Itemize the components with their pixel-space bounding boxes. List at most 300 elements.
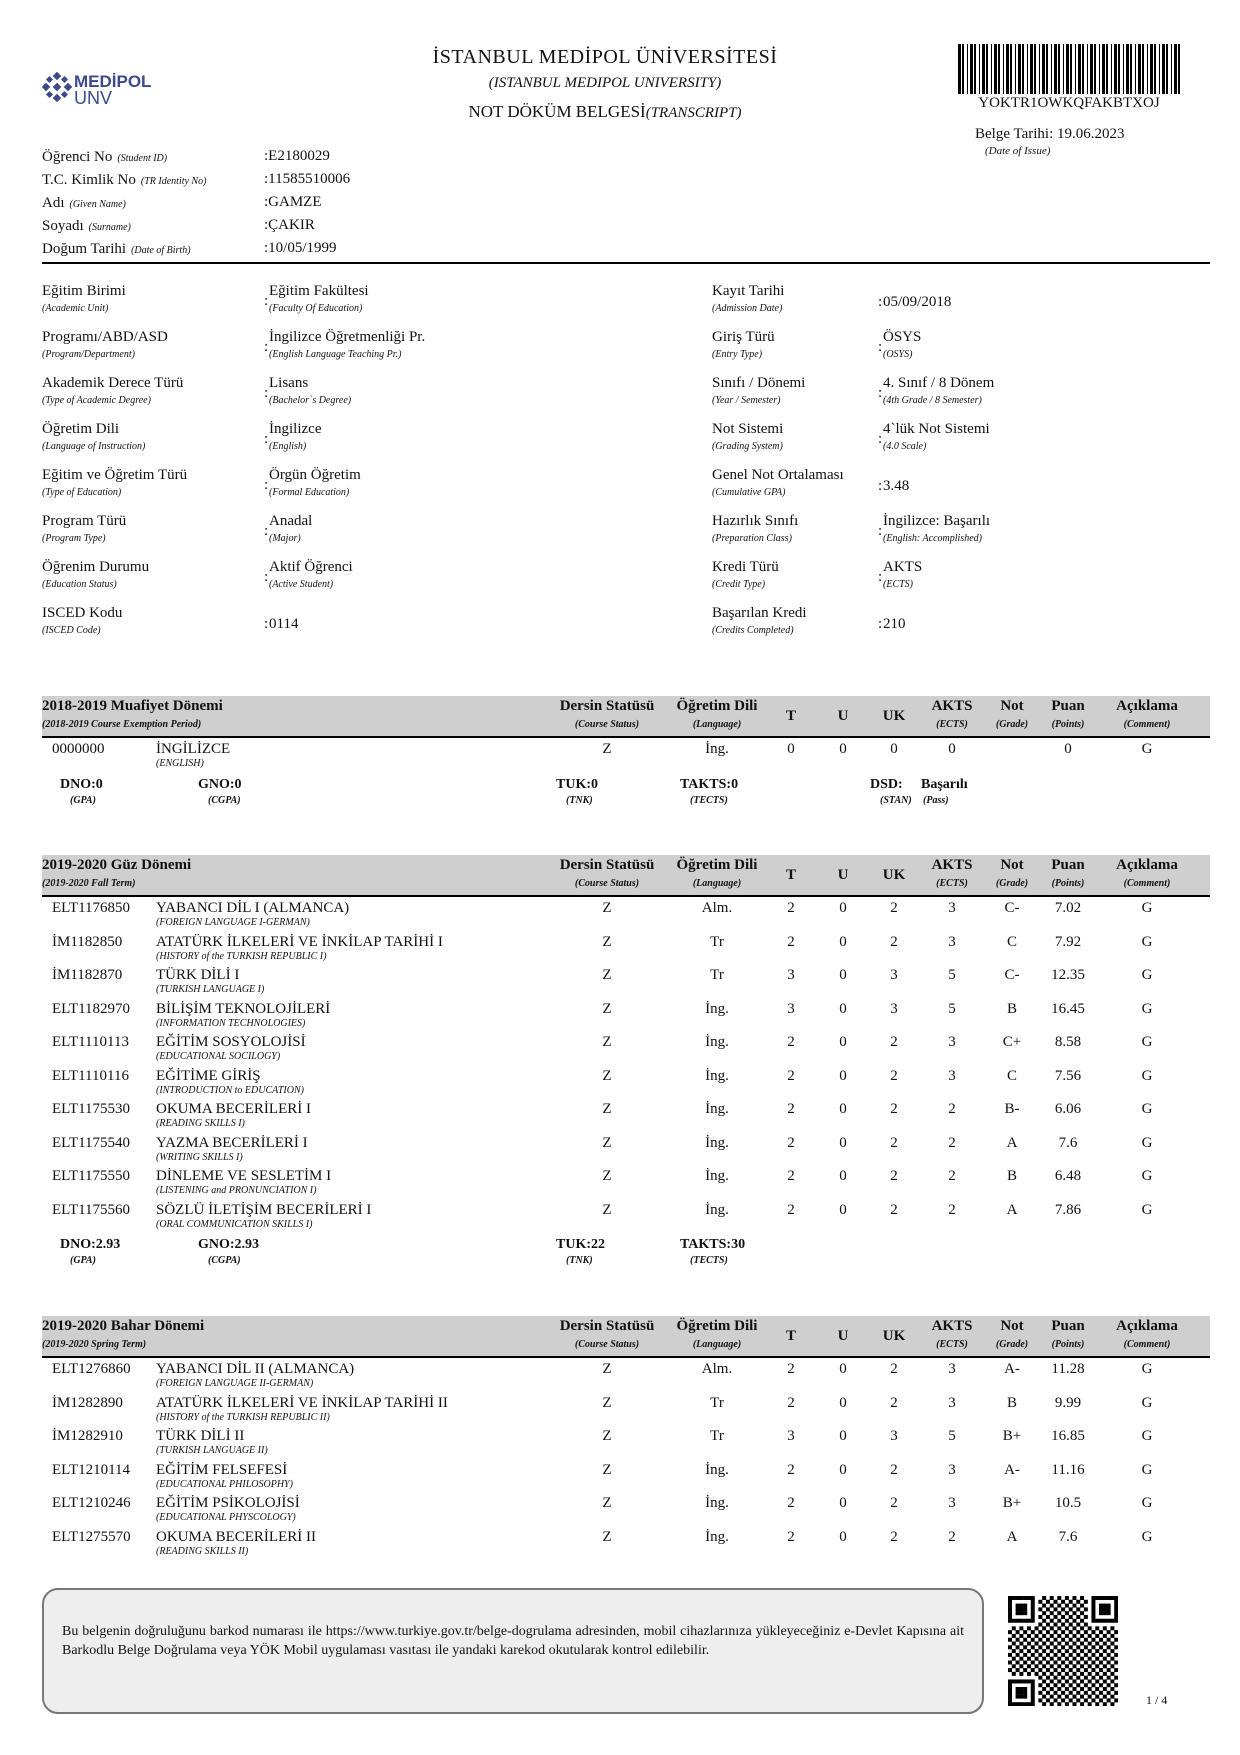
colon: : [878,478,883,494]
student-field-label-en: (TR Identity No) [140,176,207,187]
column-header-en: (ECTS) [936,719,968,730]
course-uk: 2 [890,1101,898,1117]
course-grade: A [1006,1134,1018,1151]
column-header-en: (Language) [692,878,742,889]
course-akts: 2 [948,1528,956,1545]
course-t: 3 [787,967,795,983]
column-header-en: (ECTS) [936,878,968,889]
course-code: ELT1110116 [52,1067,129,1084]
column-header-en: (Points) [1051,1339,1085,1350]
course-status: Z [602,967,612,983]
column-header: Not [1000,1318,1024,1334]
course-status: Z [602,933,612,950]
column-header-en: (Comment) [1123,878,1171,889]
course-points: 7.6 [1058,1134,1078,1151]
info-value: AKTS [883,559,923,575]
course-t: 2 [787,900,795,916]
column-header-en: (Course Status) [574,878,640,889]
course-comment: G [1141,1428,1153,1444]
course-akts: 3 [948,1495,956,1511]
course-name-en: (HISTORY of the TURKISH REPUBLIC II) [156,1411,330,1423]
info-label-en: (Year / Semester) [712,395,781,406]
info-label: Başarılan Kredi [712,605,807,621]
course-comment: G [1141,1361,1153,1377]
course-grade: A [1006,1528,1018,1545]
student-field-value [264,194,322,211]
course-akts: 3 [948,1361,956,1377]
info-label: Öğretim Dili [42,421,120,437]
course-grade: C- [1004,900,1020,916]
course-akts: 3 [948,900,956,916]
course-status: Z [602,1394,612,1411]
info-value-en: (English) [269,441,307,452]
course-status: Z [602,741,612,757]
course-akts: 3 [948,1067,956,1084]
course-comment: G [1141,741,1153,757]
info-label: Akademik Derece Türü [42,375,184,391]
info-value: İngilizce [269,421,322,437]
info-value: Örgün Öğretim [269,467,361,483]
course-grade: B- [1004,1101,1020,1117]
student-field-label-tr: Öğrenci No [42,149,113,165]
column-header: T [785,1328,797,1344]
column-header: Öğretim Dili [676,857,758,873]
course-uk: 2 [890,1528,898,1545]
course-name-en: (READING SKILLS I) [156,1118,245,1129]
course-status: Z [602,1067,612,1084]
course-lang: Alm. [701,1361,733,1377]
summary-label: (TECTS) [690,794,728,806]
course-lang: İng. [705,1495,729,1511]
info-label: Not Sistemi [712,421,784,437]
course-u: 0 [839,1495,847,1511]
course-name-en: (EDUCATIONAL PHYSCOLOGY) [156,1512,296,1523]
student-field-value-text: 10/05/1999 [268,240,337,256]
course-status: Z [602,1168,612,1184]
course-t: 2 [787,1495,795,1511]
column-header: Dersin Statüsü [559,698,655,714]
course-u: 0 [839,1528,847,1545]
course-name: OKUMA BECERİLERİ II [156,1528,316,1545]
course-points: 7.6 [1058,1528,1078,1545]
course-status: Z [602,1201,612,1218]
course-points: 6.06 [1054,1101,1082,1117]
course-uk: 2 [890,1067,898,1084]
student-field-label-tr: T.C. Kimlik No [42,172,136,188]
info-label-en: (ISCED Code) [42,625,101,636]
course-uk: 3 [890,1000,898,1017]
course-t: 2 [787,1168,795,1184]
course-row [42,1034,1210,1068]
column-header: UK [882,708,906,724]
course-points: 11.28 [1051,1361,1085,1377]
column-header: Öğretim Dili [676,698,758,714]
course-uk: 2 [890,1134,898,1151]
colon: : [264,240,269,256]
course-uk: 2 [890,1461,898,1478]
summary-label: (TECTS) [690,1255,728,1266]
colon: : [264,148,269,164]
course-name-en: (FOREIGN LANGUAGE II-GERMAN) [156,1378,314,1389]
colon: : [264,477,269,493]
student-field-label-en: (Student ID) [117,153,168,164]
course-row [42,741,1210,775]
course-comment: G [1141,1461,1153,1478]
column-header-en: (ECTS) [936,1339,968,1350]
summary-label: (TNK) [566,1255,593,1266]
course-name-en: (LISTENING and PRONUNCIATION I) [156,1185,317,1196]
course-name: TÜRK DİLİ II [156,1428,245,1444]
course-name: EĞİTİM SOSYOLOJİSİ [156,1034,306,1050]
column-header: UK [882,867,906,883]
course-u: 0 [839,1461,847,1478]
barcode-number: YOKTR1OWKQFAKBTXOJ [978,95,1160,111]
course-akts: 5 [948,1000,956,1017]
qr-code-icon [1008,1596,1118,1706]
student-field-value-text: E2180029 [268,148,330,164]
course-lang: İng. [705,1528,729,1545]
column-header-en: (Language) [692,1339,742,1350]
summary-label: (CGPA) [208,1255,241,1266]
course-name-en: (ENGLISH) [156,758,204,769]
course-name: İNGİLİZCE [156,741,231,757]
info-label-en: (Credit Type) [712,579,766,590]
student-field-label [42,148,167,166]
summary-value: TAKTS:0 [680,776,739,792]
course-u: 0 [839,1428,847,1444]
logo-mark-icon [42,72,72,102]
course-comment: G [1141,900,1153,916]
colon: : [878,339,883,355]
course-name: DİNLEME VE SESLETİM I [156,1168,332,1184]
course-grade: A [1006,1201,1018,1218]
course-name: YABANCI DİL I (ALMANCA) [156,900,350,916]
course-code: ELT1176850 [52,900,131,916]
column-header: Puan [1051,857,1085,873]
course-lang: İng. [705,1134,729,1151]
student-field-value-text: 11585510006 [268,171,351,187]
summary-value: DSD: [870,776,903,792]
info-label-en: (Preparation Class) [712,533,792,544]
info-value: 05/09/2018 [883,294,952,310]
course-uk: 2 [890,1034,898,1050]
course-t: 3 [787,1000,795,1017]
course-u: 0 [839,933,847,950]
course-t: 2 [787,1394,795,1411]
course-status: Z [602,1528,612,1545]
course-name: ATATÜRK İLKELERİ VE İNKİLAP TARİHİ II [156,1394,448,1411]
course-name-en: (EDUCATIONAL PHILOSOPHY) [156,1478,293,1490]
term-title-en: (2019-2020 Spring Term) [42,1339,147,1350]
course-name: EĞİTİME GİRİŞ [156,1067,261,1084]
page-number: 1 / 4 [1146,1693,1168,1707]
term-header [42,855,1210,897]
student-field-label [42,171,206,189]
divider [42,262,1210,264]
course-akts: 3 [948,1034,956,1050]
course-u: 0 [839,1134,847,1151]
info-value: 3.48 [883,478,910,494]
colon: : [264,217,269,233]
course-grade: B+ [1002,1495,1022,1511]
colon: : [878,523,883,539]
info-label: Kayıt Tarihi [712,283,785,299]
course-row [42,1495,1210,1529]
course-row [42,900,1210,934]
column-header: Açıklama [1116,698,1178,714]
verification-notice [42,1588,984,1714]
course-comment: G [1141,1034,1153,1050]
course-t: 3 [787,1428,795,1444]
info-label-en: (Language of Instruction) [42,441,146,452]
course-lang: İng. [705,1034,729,1050]
student-field-label [42,217,131,235]
course-points: 11.16 [1051,1461,1085,1478]
course-row [42,1168,1210,1202]
course-code: ELT1175540 [52,1134,131,1151]
student-field-label-tr: Soyadı [42,218,84,234]
info-label-en: (Type of Education) [42,487,122,498]
course-comment: G [1141,1394,1153,1411]
course-points: 9.99 [1054,1394,1082,1411]
info-label: Öğrenim Durumu [42,559,150,575]
course-grade: B [1006,1000,1018,1017]
column-header: Not [1000,698,1024,714]
course-lang: Tr [710,1394,724,1411]
course-name: YABANCI DİL II (ALMANCA) [156,1361,355,1377]
course-status: Z [602,1495,612,1511]
term-title: 2019-2020 Bahar Dönemi [42,1318,205,1334]
course-comment: G [1141,1201,1153,1218]
term-title-en: (2018-2019 Course Exemption Period) [42,719,202,730]
column-header: T [785,708,797,724]
course-code: ELT1110113 [52,1034,129,1050]
course-u: 0 [839,1394,847,1411]
course-u: 0 [839,1201,847,1218]
column-header: AKTS [931,698,973,714]
course-comment: G [1141,1101,1153,1117]
term-title: 2019-2020 Güz Dönemi [42,857,192,873]
colon: : [264,385,269,401]
course-row [42,1135,1210,1169]
course-akts: 3 [948,1461,956,1478]
column-header: Öğretim Dili [676,1318,758,1334]
summary-label: (Pass) [923,794,949,806]
barcode-icon [958,44,1180,94]
course-uk: 2 [890,1201,898,1218]
info-label: Giriş Türü [712,329,775,345]
column-header: AKTS [931,857,973,873]
course-points: 6.48 [1054,1168,1082,1184]
info-value: Aktif Öğrenci [269,559,353,575]
column-header: Puan [1051,1318,1085,1334]
course-status: Z [602,900,612,916]
info-label-en: (Program/Department) [42,349,135,360]
course-t: 2 [787,1201,795,1218]
course-akts: 2 [948,1201,956,1218]
course-u: 0 [839,741,847,757]
student-field-label-en: (Given Name) [69,199,126,210]
summary-label: (CGPA) [208,794,241,806]
summary-value: Başarılı [921,776,968,792]
column-header: U [837,867,849,883]
colon: : [878,294,883,310]
info-value: Lisans [269,375,309,391]
column-header-en: (Points) [1051,878,1085,889]
course-points: 16.45 [1051,1000,1085,1017]
info-value-en: (Major) [269,533,301,544]
course-points: 0 [1064,741,1072,757]
course-code: ELT1210114 [52,1461,131,1478]
student-field-value [264,171,350,188]
course-name: EĞİTİM FELSEFESİ [156,1461,288,1478]
colon: : [878,431,883,447]
colon: : [264,616,269,632]
course-name-en: (ORAL COMMUNICATION SKILLS I) [156,1218,313,1230]
course-code: 0000000 [52,741,105,757]
info-value-en: (OSYS) [883,349,913,360]
info-label: Programı/ABD/ASD [42,329,168,345]
term-header [42,1316,1210,1358]
course-points: 7.92 [1054,933,1082,950]
course-t: 2 [787,1034,795,1050]
course-row [42,1395,1210,1429]
issue-date-value: 19.06.2023 [1057,126,1125,142]
course-t: 2 [787,1134,795,1151]
info-label-en: (Program Type) [42,533,106,544]
course-name-en: (HISTORY of the TURKISH REPUBLIC I) [156,950,327,962]
info-label-en: (Entry Type) [712,349,763,360]
course-akts: 2 [948,1168,956,1184]
course-akts: 2 [948,1101,956,1117]
term-header [42,696,1210,738]
colon: : [264,194,269,210]
course-akts: 3 [948,933,956,950]
logo-text: MEDİPOL [74,72,152,91]
course-points: 7.56 [1054,1067,1082,1084]
course-code: İM1282890 [52,1394,123,1411]
course-status: Z [602,1134,612,1151]
course-code: ELT1175550 [52,1168,131,1184]
info-value: İngilizce: Başarılı [883,513,991,529]
document-title-en: (TRANSCRIPT) [645,105,742,121]
course-u: 0 [839,1101,847,1117]
info-value-en: (4th Grade / 8 Semester) [883,395,982,406]
course-lang: İng. [705,1101,729,1117]
course-comment: G [1141,1134,1153,1151]
summary-value: TUK:22 [556,1237,605,1252]
course-t: 2 [787,933,795,950]
logo-subtext: UNV [74,88,113,108]
course-lang: İng. [705,1168,729,1184]
course-code: İM1182870 [52,967,123,983]
term-title-en: (2019-2020 Fall Term) [42,878,136,889]
course-t: 0 [787,741,795,757]
course-status: Z [602,1461,612,1478]
info-label-en: (Academic Unit) [42,303,109,314]
colon: : [264,339,269,355]
course-t: 2 [787,1101,795,1117]
course-comment: G [1141,1495,1153,1511]
column-header-en: (Grade) [995,1339,1029,1350]
course-grade: B+ [1002,1428,1022,1444]
course-row [42,934,1210,968]
course-row [42,1428,1210,1462]
course-code: ELT1182970 [52,1000,131,1017]
course-row [42,1202,1210,1236]
course-uk: 3 [890,967,898,983]
student-field-value-text: ÇAKIR [268,217,315,233]
summary-value: TAKTS:30 [680,1237,746,1252]
info-value-en: (4.0 Scale) [883,441,927,452]
course-lang: Tr [710,967,724,983]
course-t: 2 [787,1528,795,1545]
info-value: 210 [883,616,906,632]
student-field-label-tr: Doğum Tarihi [42,241,127,257]
colon: : [264,523,269,539]
column-header-en: (Language) [692,719,742,730]
summary-value: GNO:2.93 [198,1237,260,1252]
column-header: AKTS [931,1318,973,1334]
course-row [42,1101,1210,1135]
course-name-en: (WRITING SKILLS I) [156,1151,243,1163]
column-header: Puan [1051,698,1085,714]
course-comment: G [1141,933,1153,950]
column-header: Dersin Statüsü [559,857,655,873]
course-akts: 5 [948,1428,956,1444]
document-title-tr: NOT DÖKÜM BELGESİ [468,102,646,121]
university-name: İSTANBUL MEDİPOL ÜNİVERSİTESİ [432,46,778,68]
info-label: Eğitim ve Öğretim Türü [42,467,188,483]
info-label-en: (Admission Date) [712,303,783,314]
course-status: Z [602,1101,612,1117]
student-field-value-text: GAMZE [268,194,322,210]
summary-label: (GPA) [70,794,96,806]
course-name: TÜRK DİLİ I [156,967,240,983]
info-value: Anadal [269,513,313,529]
info-label-en: (Grading System) [712,441,783,452]
colon: : [878,616,883,632]
column-header: Açıklama [1116,1318,1178,1334]
info-label-en: (Cumulative GPA) [712,487,786,498]
course-name: SÖZLÜ İLETİŞİM BECERİLERİ I [156,1201,372,1218]
column-header-en: (Course Status) [574,719,640,730]
university-name-en: (ISTANBUL MEDIPOL UNIVERSITY) [488,75,722,91]
info-value-en: (English: Accomplished) [883,533,982,544]
info-label: Program Türü [42,513,127,529]
course-lang: Tr [710,1428,724,1444]
column-header-en: (Points) [1051,719,1085,730]
course-name: ATATÜRK İLKELERİ VE İNKİLAP TARİHİ I [156,933,443,950]
course-lang: İng. [705,1201,729,1218]
colon: : [264,431,269,447]
student-field-label [42,240,191,258]
column-header: Not [1000,857,1024,873]
course-code: ELT1276860 [52,1361,131,1377]
course-u: 0 [839,1168,847,1184]
info-value-en: (ECTS) [883,579,913,590]
course-akts: 5 [948,967,956,983]
info-value-en: (English Language Teaching Pr.) [269,349,402,360]
column-header-en: (Comment) [1123,719,1171,730]
student-field-label-en: (Date of Birth) [131,245,191,256]
student-field-value [264,217,315,234]
course-akts: 3 [948,1394,956,1411]
column-header: UK [882,1328,906,1344]
course-name-en: (TURKISH LANGUAGE I) [156,984,265,995]
colon: : [264,569,269,585]
info-label-en: (Credits Completed) [712,625,794,636]
